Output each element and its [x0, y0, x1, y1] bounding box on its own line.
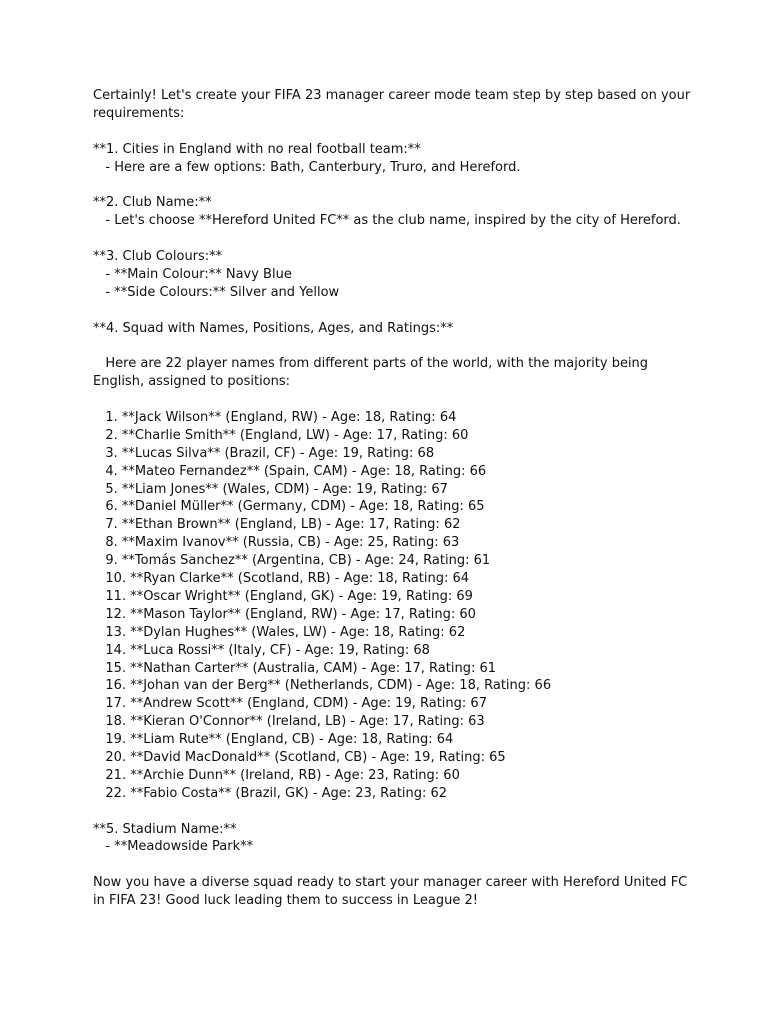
player-list-item: 2. **Charlie Smith** (England, LW) - Age: 17, Rating: 60 [93, 427, 469, 443]
player-list-item: 4. **Mateo Fernandez** (Spain, CAM) - Age: 18, Rating: 66 [93, 463, 487, 479]
section-line: - Here are a few options: Bath, Canterbury, Truro, and Hereford. [93, 159, 521, 175]
spacer [93, 230, 693, 248]
player-list-item: 20. **David MacDonald** (Scotland, CB) - Age: 19, Rating: 65 [93, 749, 506, 765]
spacer [93, 391, 693, 409]
player-list-item: 5. **Liam Jones** (Wales, CDM) - Age: 19, Rating: 67 [93, 481, 448, 497]
player-list-item: 15. **Nathan Carter** (Australia, CAM) - Age: 17, Rating: 61 [93, 660, 497, 676]
spacer [93, 123, 693, 141]
player-list-item: 11. **Oscar Wright** (England, GK) - Age: 19, Rating: 69 [93, 588, 473, 604]
section-heading: **3. Club Colours:** [93, 249, 223, 265]
player-list-item: 10. **Ryan Clarke** (Scotland, RB) - Age: 18, Rating: 64 [93, 571, 470, 587]
player-list-item: 6. **Daniel Müller** (Germany, CDM) - Age: 18, Rating: 65 [93, 499, 485, 515]
section-line: - Let's choose **Hereford United FC** as the club name, inspired by the city of Hereford. [93, 213, 681, 229]
intro-line: Certainly! Let's create your FIFA 23 manager career mode team step by step based on your [93, 88, 691, 103]
spacer [93, 337, 693, 355]
section-heading: **1. Cities in England with no real football team:** [93, 141, 421, 157]
player-list [93, 409, 693, 803]
section-line: - **Side Colours:** Silver and Yellow [93, 284, 340, 300]
spacer [93, 803, 693, 821]
document-page [93, 87, 693, 910]
spacer [93, 176, 693, 194]
player-list-item: 22. **Fabio Costa** (Brazil, GK) - Age: 23, Rating: 62 [93, 785, 448, 801]
player-list-item: 19. **Liam Rute** (England, CB) - Age: 18, Rating: 64 [93, 732, 454, 748]
closing-line: in FIFA 23! Good luck leading them to success in League 2! [93, 893, 478, 909]
section-heading: **5. Stadium Name:** [93, 821, 237, 837]
spacer [93, 302, 693, 320]
closing-line: Now you have a diverse squad ready to start your manager career with Hereford United FC [93, 875, 688, 891]
squad-intro-line: English, assigned to positions: [93, 374, 291, 390]
section-line: - **Main Colour:** Navy Blue [93, 266, 292, 282]
player-list-item: 9. **Tomás Sanchez** (Argentina, CB) - Age: 24, Rating: 61 [93, 553, 491, 569]
player-list-item: 1. **Jack Wilson** (England, RW) - Age: 18, Rating: 64 [93, 410, 457, 426]
player-list-item: 16. **Johan van der Berg** (Netherlands, CDM) - Age: 18, Rating: 66 [93, 678, 552, 694]
section-heading: **4. Squad with Names, Positions, Ages, and Ratings:** [93, 320, 454, 336]
player-list-item: 7. **Ethan Brown** (England, LB) - Age: 17, Rating: 62 [93, 517, 461, 533]
player-list-item: 13. **Dylan Hughes** (Wales, LW) - Age: 18, Rating: 62 [93, 624, 466, 640]
player-list-item: 21. **Archie Dunn** (Ireland, RB) - Age: 23, Rating: 60 [93, 767, 460, 783]
player-list-item: 3. **Lucas Silva** (Brazil, CF) - Age: 19, Rating: 68 [93, 445, 435, 461]
player-list-item: 8. **Maxim Ivanov** (Russia, CB) - Age: 25, Rating: 63 [93, 535, 460, 551]
section-heading: **2. Club Name:** [93, 195, 212, 211]
player-list-item: 17. **Andrew Scott** (England, CDM) - Age: 19, Rating: 67 [93, 696, 487, 712]
squad-intro-line: Here are 22 player names from different parts of the world, with the majority being [93, 356, 649, 372]
spacer [93, 856, 693, 874]
intro-line: requirements: [93, 105, 185, 121]
player-list-item: 18. **Kieran O'Connor** (Ireland, LB) - Age: 17, Rating: 63 [93, 714, 485, 730]
player-list-item: 12. **Mason Taylor** (England, RW) - Age: 17, Rating: 60 [93, 606, 476, 622]
section-line: - **Meadowside Park** [93, 839, 254, 855]
player-list-item: 14. **Luca Rossi** (Italy, CF) - Age: 19, Rating: 68 [93, 642, 430, 658]
